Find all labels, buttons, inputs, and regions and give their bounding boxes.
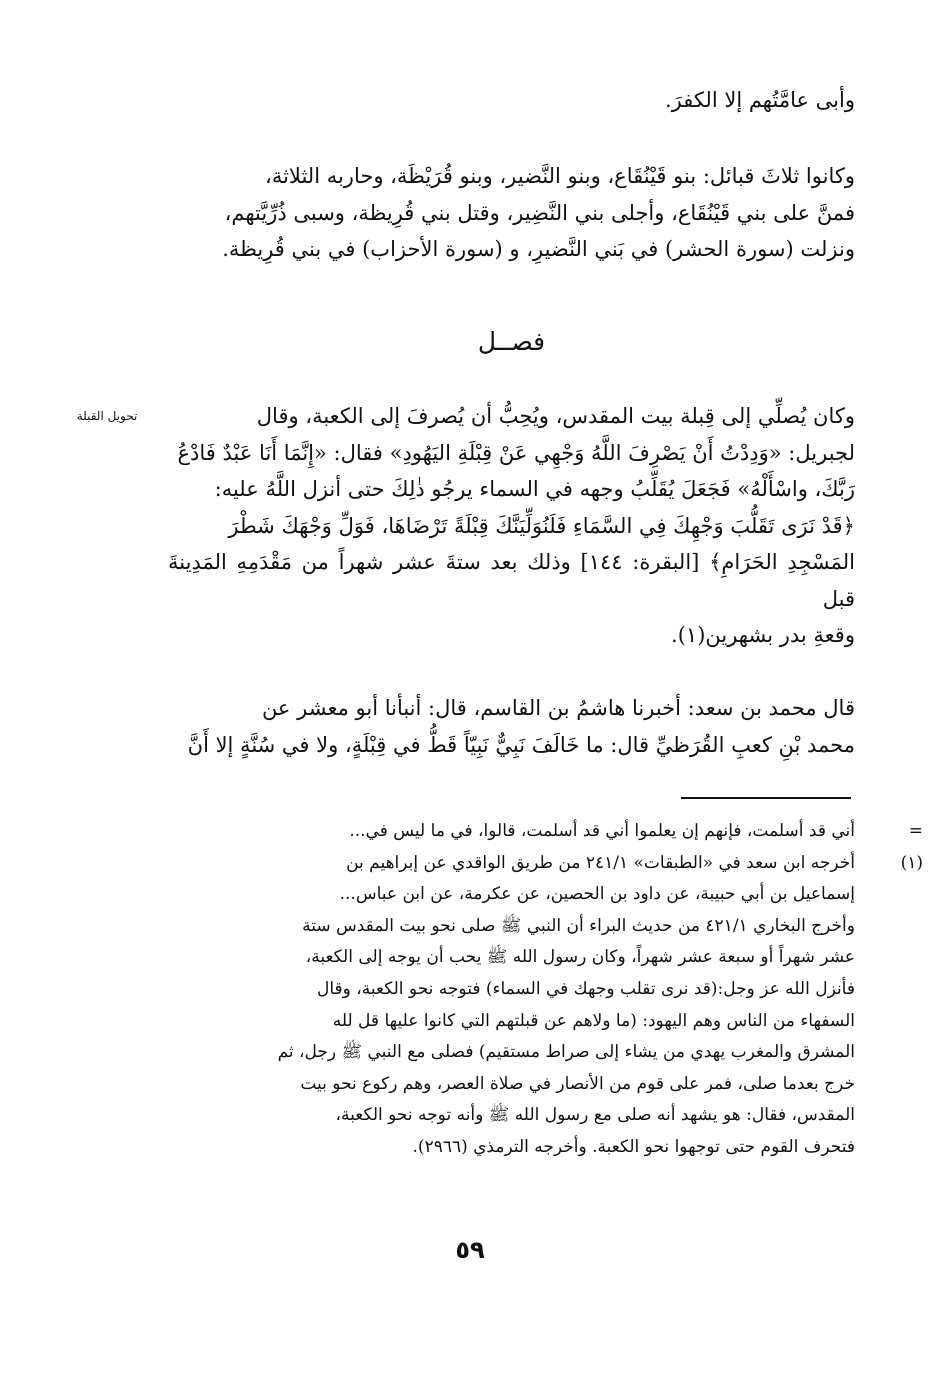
text-line: فمنَّ على بني قَيْنُقَاع، وأجلى بني النَّضِير، وقتل بني قُرِيظة، وسبى ذُرِّيَّتهم، xyxy=(224,200,855,225)
text-line: قال محمد بن سعد: أخبرنا هاشمُ بن القاسم، قال: أنبأنا أبو معشر عن xyxy=(261,696,855,720)
paragraph-ibn-saad xyxy=(168,690,855,763)
footnotes xyxy=(184,816,923,1164)
footnote-line: المقدس، فقال: هو يشهد أنه صلى مع رسول الله ﷺ وأنه توجه نحو الكعبة، xyxy=(335,1105,855,1126)
paragraph-tribes xyxy=(168,158,855,268)
margin-note: تحويل القبلة xyxy=(76,409,138,423)
section-heading: فصــل xyxy=(477,327,546,356)
page-number: ٥٩ xyxy=(455,1236,485,1264)
footnote-line: عشر شهراً أو سبعة عشر شهراً، وكان رسول الله ﷺ يحب أن يوجه إلى الكعبة، xyxy=(305,947,855,968)
text-line: وقعةِ بدر بشهرين(١). xyxy=(671,623,855,647)
text-line: وكانوا ثلاثَ قبائل: بنو قَيْنُقَاع، وبنو النَّضير، وبنو قُرَيْظَة، وحاربه الثلاثة، xyxy=(265,164,855,188)
footnote-line: فتحرف القوم حتى توجهوا نحو الكعبة. وأخرجه الترمذي (٢٩٦٦). xyxy=(412,1136,855,1157)
text-line: ﴿قَدْ نَرَى تَقَلُّبَ وَجْهِكَ فِي السَّمَاءِ فَلَنُوَلِّيَنَّكَ قِبْلَةً تَرْضَاهَا، فَوَلِّ وَجْهَكَ شَطْرَ xyxy=(228,513,855,538)
text-line: ونزلت (سورة الحشر) في بَني النَّضيرِ، و (سورة الأحزاب) في بني قُرِيظة. xyxy=(222,237,855,261)
footnote-line: أخرجه ابن سعد في «الطبقات» ٢٤١/١ من طريق الواقدي عن إبراهيم بن xyxy=(346,852,855,873)
footnote-line: أني قد أسلمت، فإنهم إن يعلموا أني قد أسلمت، قالوا، في ما ليس في... xyxy=(349,821,855,841)
footnote-line: فأنزل الله عز وجل:(قد نرى تقلب وجهك في السماء) فتوجه نحو الكعبة، وقال xyxy=(317,978,855,999)
footnote-1 xyxy=(184,848,923,1164)
footnote-line: إسماعيل بن أبي حبيبة، عن داود بن الحصين، عن عكرمة، عن ابن عباس... xyxy=(339,884,855,905)
footnote-line: وأخرج البخاري ٤٢١/١ من حديث البراء أن النبي ﷺ صلى نحو بيت المقدس ستة xyxy=(302,915,855,936)
paragraph-1 xyxy=(168,82,855,119)
footnote-line: المشرق والمغرب يهدي من يشاء إلى صراط مستقيم) فصلى مع النبي ﷺ رجل، ثم xyxy=(277,1042,855,1063)
text-line: رَبَّكَ، واسْأَلْهُ» فَجَعَلَ يُقَلِّبُ وجهه في السماء يرجُو ذٰلِكَ حتى أنزل اللَّهُ عليه: xyxy=(214,477,855,501)
footnote-separator xyxy=(681,797,851,799)
text-line: محمد بْنِ كعبِ القُرَظيِّ قال: ما خَالَفَ نَبِيٌّ نَبِيّاً قَطُّ في قِبْلَةٍ، ولا في سُنَّةٍ إلا أَنَّ xyxy=(187,732,855,757)
footnote-line: خرج بعدما صلى، فمر على قوم من الأنصار في صلاة العصر، وهم ركوع نحو بيت xyxy=(300,1073,855,1094)
paragraph-qibla xyxy=(168,398,855,654)
footnote-line: السفهاء من الناس وهم اليهود: (ما ولاهم عن قبلتهم التي كانوا عليها قل لله xyxy=(332,1010,855,1031)
text-line: المَسْجِدِ الحَرَامِ﴾ [البقرة: ١٤٤] وذلك بعد ستةَ عشر شهراً من مَقْدَمِهِ المَدِينةَ قبل xyxy=(168,550,856,611)
text-line: وأبى عامَّتُهم إلا الكفرَ. xyxy=(664,88,855,112)
footnote-continuation xyxy=(184,816,923,848)
text-line: لجبريل: «وَدِدْتُ أَنْ يَصْرِفَ اللَّهُ وَجْهِي عَنْ قِبْلَةِ اليَهُودِ» فقال: «إِنَّمَا أَنَا عَبْدٌ فَادْعُ xyxy=(177,440,855,465)
footnote-mark: (١) xyxy=(900,852,923,873)
footnote-mark: = xyxy=(908,821,923,841)
text-line: وكان يُصلِّي إلى قِبلة بيت المقدس، ويُحِبُّ أن يُصرفَ إلى الكعبة، وقال xyxy=(256,404,855,428)
